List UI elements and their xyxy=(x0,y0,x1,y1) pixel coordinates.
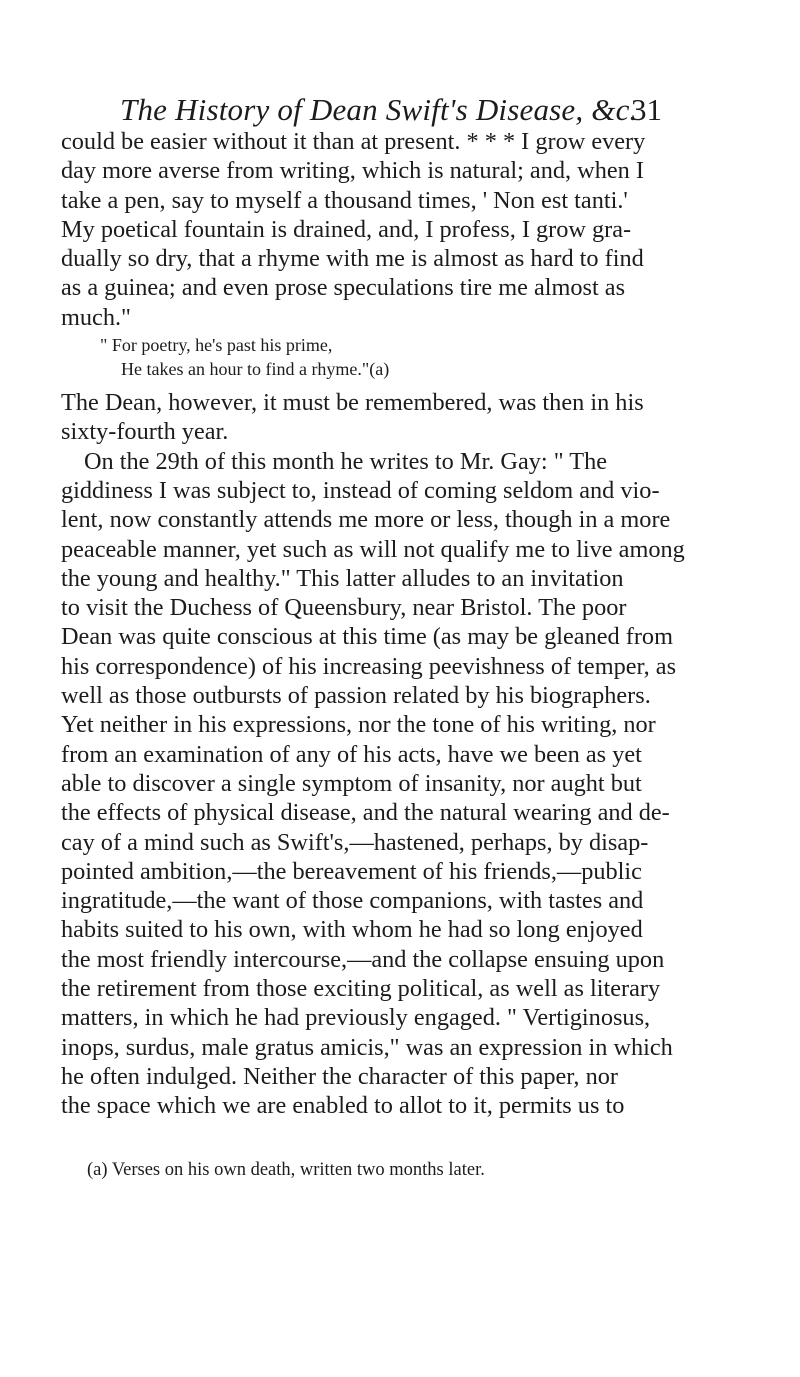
text-line: The Dean, however, it must be remembered, was then in his xyxy=(61,389,644,417)
verse-line: He takes an hour to find a rhyme."(a) xyxy=(121,359,390,380)
paragraph-3 xyxy=(61,447,685,1121)
text-line: sixty-fourth year. xyxy=(61,418,229,446)
text-line: to visit the Duchess of Queensbury, near Bristol. The poor xyxy=(61,594,627,622)
text-line: the most friendly intercourse,—and the collapse ensuing upon xyxy=(61,945,665,973)
text-line: the young and healthy." This latter alludes to an invitation xyxy=(61,564,624,592)
body-text xyxy=(61,127,685,1121)
verse-line: " For poetry, he's past his prime, xyxy=(100,335,333,356)
text-line: his correspondence) of his increasing peevishness of temper, as xyxy=(61,652,677,680)
text-line: dually so dry, that a rhyme with me is almost as hard to find xyxy=(61,245,644,273)
text-line: take a pen, say to myself a thousand times, ' Non est tanti.' xyxy=(61,186,628,214)
text-line: much." xyxy=(61,303,131,331)
text-line: Yet neither in his expressions, nor the tone of his writing, nor xyxy=(61,711,656,739)
text-line: as a guinea; and even prose speculations tire me almost as xyxy=(61,274,626,302)
text-line: he often indulged. Neither the character of this paper, nor xyxy=(61,1062,618,1090)
text-line: the space which we are enabled to allot to it, permits us to xyxy=(61,1092,625,1120)
footnote: (a) Verses on his own death, written two months later. xyxy=(87,1160,485,1180)
text-line: pointed ambition,—the bereavement of his friends,—public xyxy=(61,857,642,885)
text-line: the retirement from those exciting political, as well as literary xyxy=(61,975,661,1003)
text-line: well as those outbursts of passion related by his biographers. xyxy=(61,682,651,710)
running-title: The History of Dean Swift's Disease, &c. xyxy=(120,92,638,127)
text-line: My poetical fountain is drained, and, I profess, I grow gra- xyxy=(61,215,632,243)
text-line: day more averse from writing, which is natural; and, when I xyxy=(61,157,644,185)
text-line: lent, now constantly attends me more or less, though in a more xyxy=(61,506,671,534)
text-line: able to discover a single symptom of insanity, nor aught but xyxy=(61,769,642,797)
page-header xyxy=(0,92,800,132)
text-line: giddiness I was subject to, instead of coming seldom and vio- xyxy=(61,476,660,504)
paragraph-2 xyxy=(61,388,673,447)
text-line: On the 29th of this month he writes to Mr. Gay: " The xyxy=(84,447,608,475)
paragraph-1 xyxy=(61,127,673,332)
text-line: could be easier without it than at present. * * * I grow every xyxy=(61,128,646,155)
text-line: matters, in which he had previously engaged. " Vertiginosus, xyxy=(61,1004,651,1032)
text-line: habits suited to his own, with whom he had so long enjoyed xyxy=(61,916,643,944)
page-number: 31 xyxy=(631,92,662,127)
text-line: inops, surdus, male gratus amicis," was an expression in which xyxy=(61,1033,673,1061)
text-line: from an examination of any of his acts, have we been as yet xyxy=(61,740,642,768)
text-line: peaceable manner, yet such as will not qualify me to live among xyxy=(61,535,685,563)
text-line: Dean was quite conscious at this time (as may be gleaned from xyxy=(61,623,673,651)
text-line: ingratitude,—the want of those companions, with tastes and xyxy=(61,887,644,915)
text-line: cay of a mind such as Swift's,—hastened, perhaps, by disap- xyxy=(61,828,649,856)
verse-quote xyxy=(61,333,673,381)
text-line: the effects of physical disease, and the natural wearing and de- xyxy=(61,799,670,827)
